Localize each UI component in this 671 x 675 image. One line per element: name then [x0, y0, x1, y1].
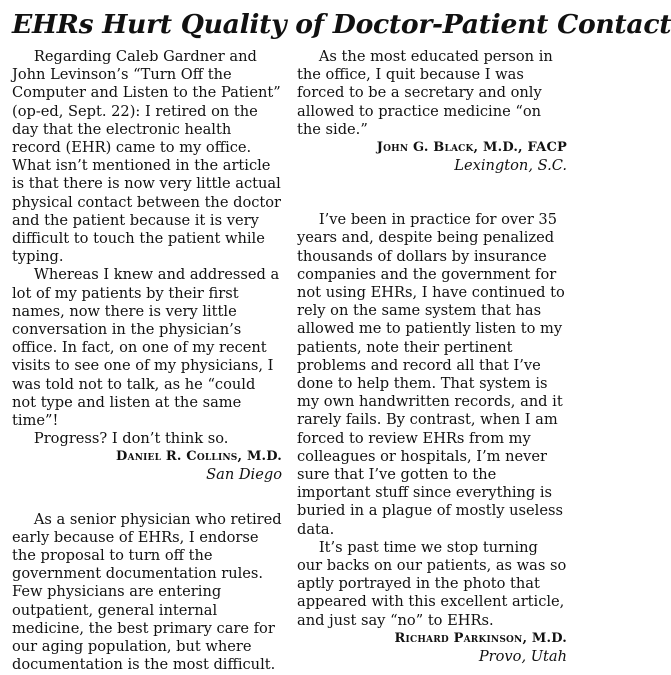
letter-collins [12, 48, 282, 485]
letter-paragraph: Whereas I knew and addressed a lot of my patients by their first names, now there is very little conversation in the physician’s office. In fact, on one of my recent visits to see one of my physicians, I was told not to talk, as he “could not type and listen at the same time”! [12, 266, 280, 430]
letter-paragraph: I’ve been in practice for over 35 years and, despite being penalized thousands of dollars by insurance companies and the government for not using EHRs, I have continued to rely on the same system that has allowed me to patiently listen to my patients, note their pertinent problems and record all that I’ve done to help them. That system is my own handwritten records, and it rarely fails. By contrast, when I am forced to review EHRs from my colleagues or hospitals, I’m never sure that I’ve gotten to the important stuff since everything is buried in a plague of mostly useless data. [297, 211, 565, 538]
letter-paragraph: It’s past time we stop turning our backs on our patients, as was so aptly portrayed in the photo that appeared with this excellent article, and just say “no” to EHRs. [297, 538, 567, 629]
author-location: Provo, Utah [478, 647, 567, 665]
author-location: Lexington, S.C. [454, 157, 567, 175]
left-column [12, 48, 282, 675]
letter-paragraph: As a senior physician who retired early because of EHRs, I endorse the proposal to turn off the government documentation rules. Few physicians are entering outpatient, general internal medicine, the best primary care for our aging population, but where documentation is the most difficult. [12, 510, 282, 674]
letter-divider-space [12, 485, 282, 511]
letter-paragraph: Progress? I don’t think so. [33, 430, 229, 448]
letter-black-part2 [297, 48, 567, 175]
letter-paragraph: As the most educated person in the office, I quit because I was forced to be a secretary and only allowed to practice medicine “on the side.” [297, 48, 553, 138]
letter-parkinson [297, 211, 567, 666]
author-name: John G. Black, M.D., FACP [376, 140, 567, 156]
letter-black-part1 [12, 511, 282, 675]
letter-divider-space [297, 175, 567, 211]
letters-columns [12, 48, 567, 675]
letter-paragraph: Regarding Caleb Gardner and John Levinson’s “Turn Off the Computer and Listen to the Patient” (op-ed, Sept. 22): I retired on the day that the electronic health record (EHR) came to my office. What isn’t mentioned in the article is that there is now very little actual physical contact between the doctor and the patient because it is very difficult to touch the patient while typing. [12, 48, 282, 266]
author-name: Daniel R. Collins, M.D. [116, 449, 282, 465]
author-name: Richard Parkinson, M.D. [394, 630, 567, 646]
author-location: San Diego [206, 466, 282, 484]
right-column [297, 48, 567, 675]
headline: EHRs Hurt Quality of Doctor-Patient Contact [12, 9, 671, 40]
